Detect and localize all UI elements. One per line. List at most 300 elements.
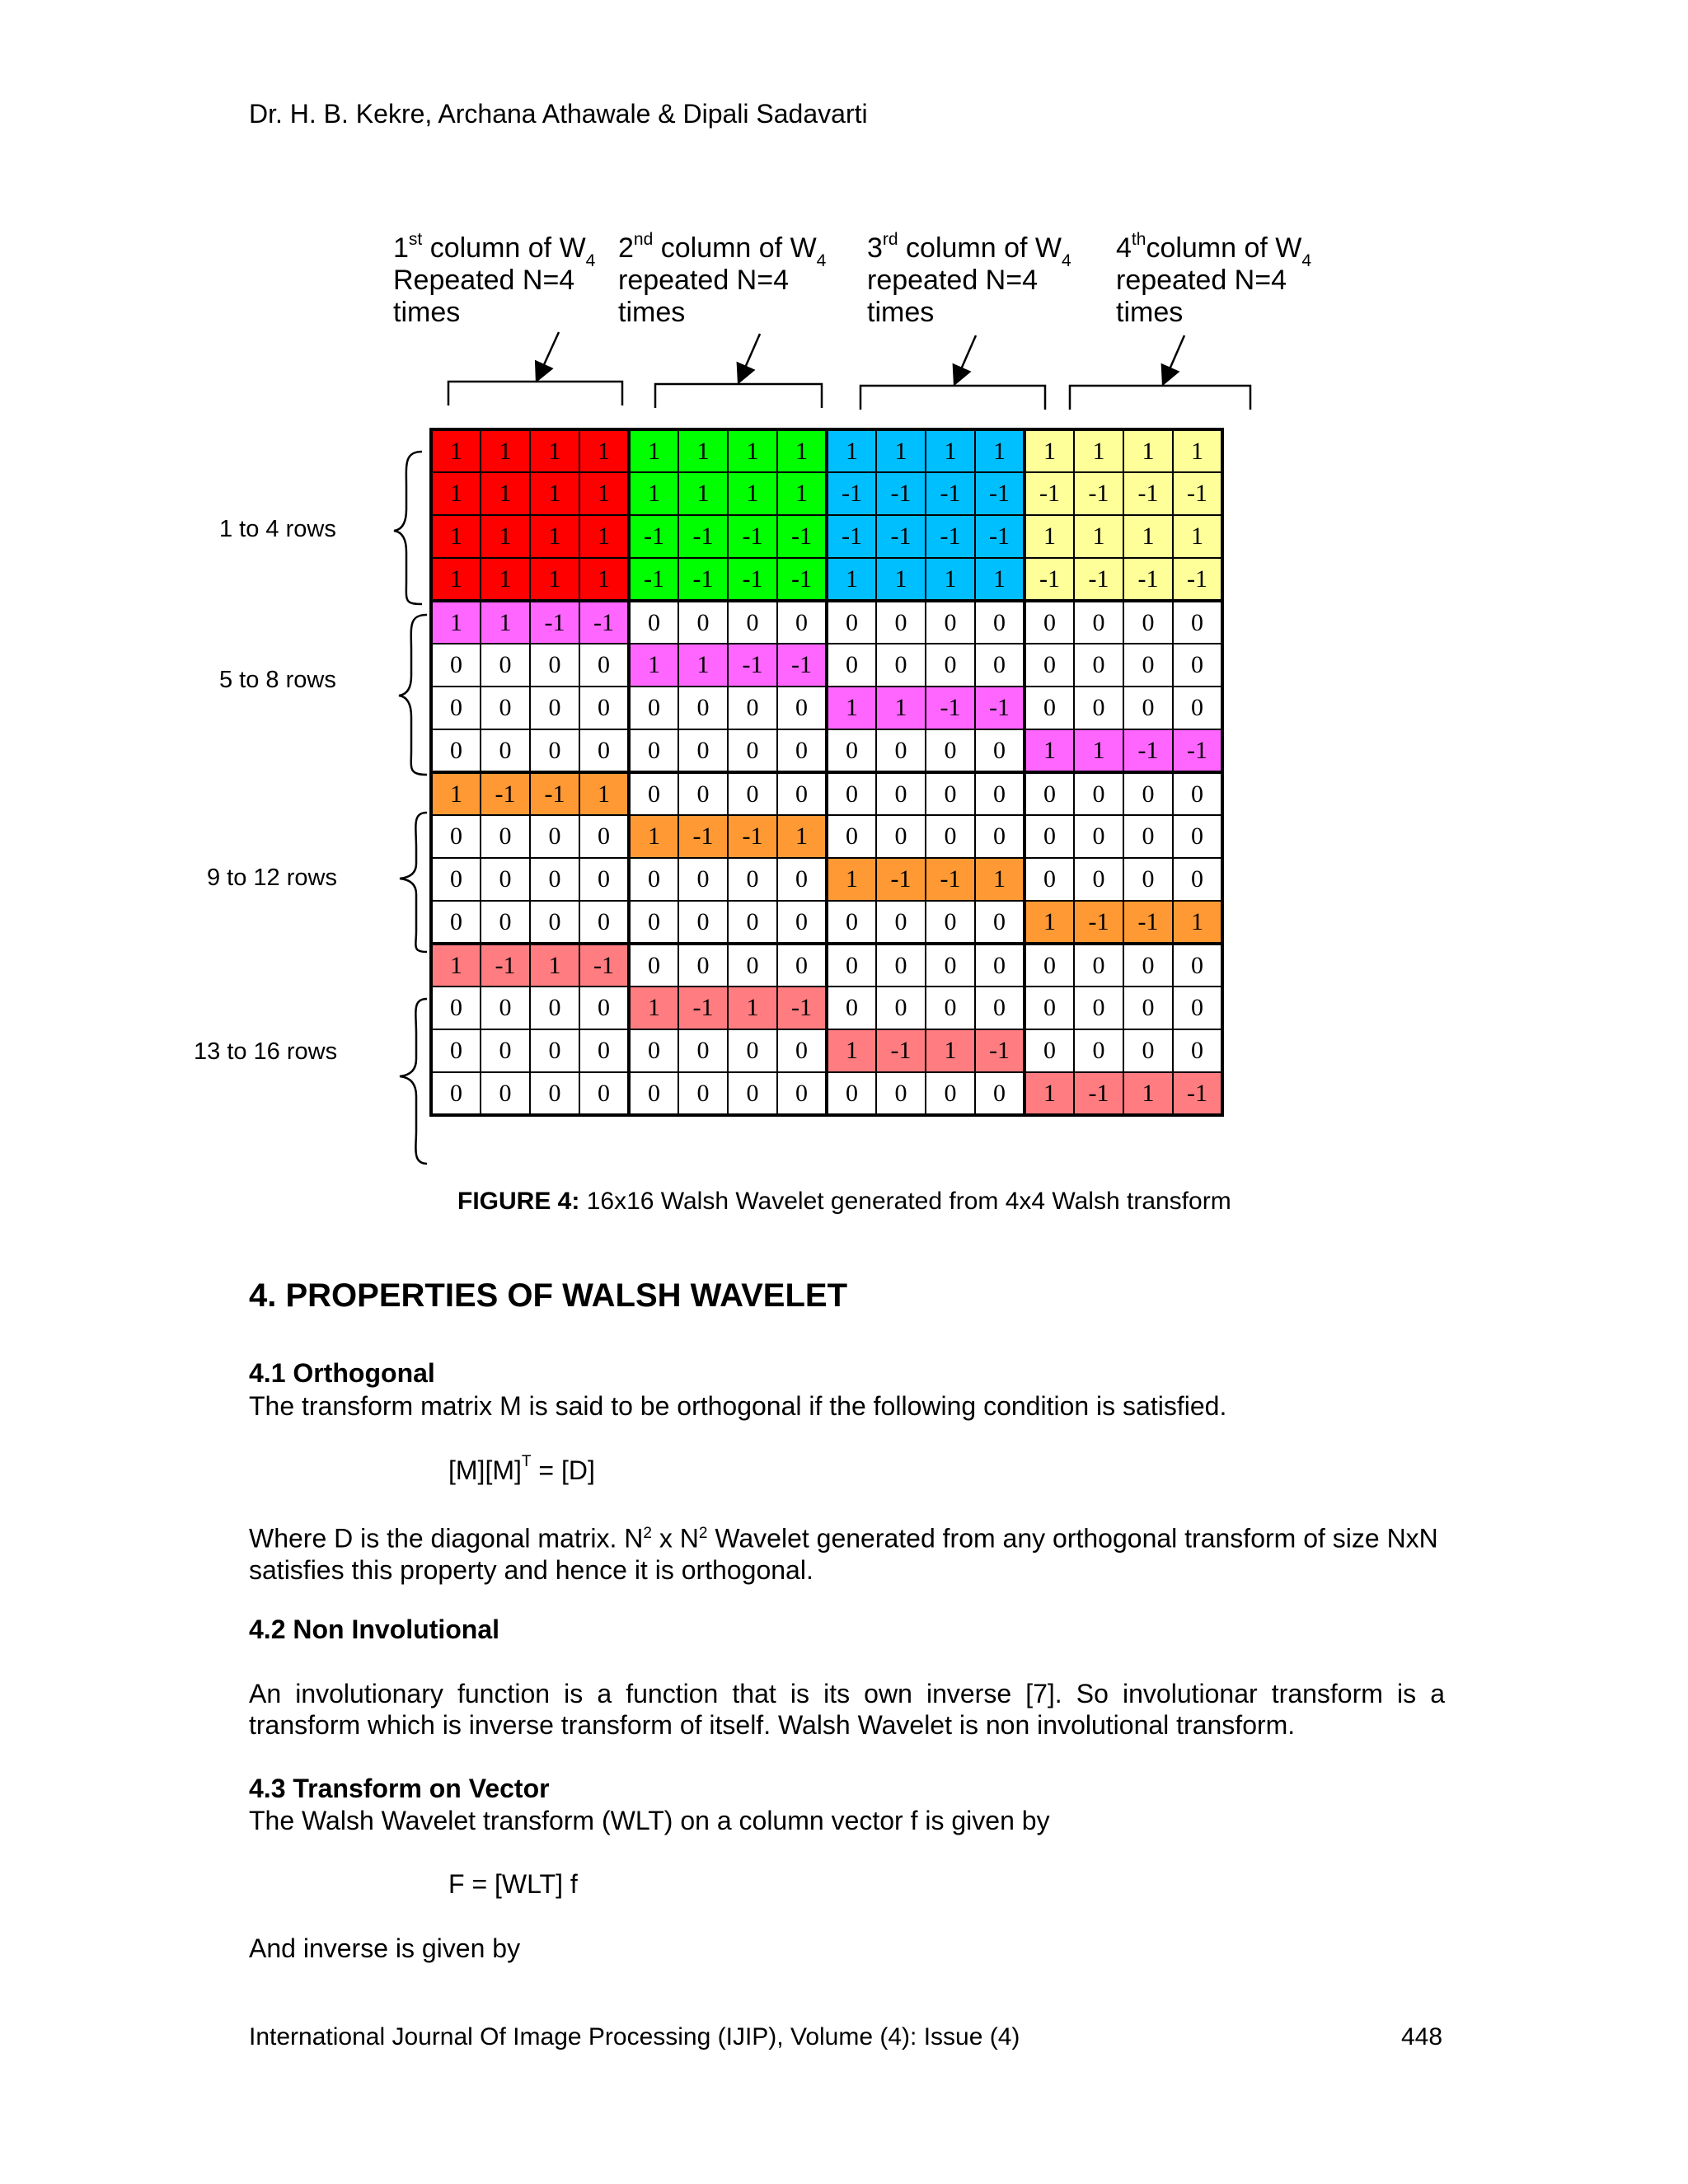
matrix-cell: 0: [579, 644, 629, 687]
matrix-row: [431, 987, 1222, 1029]
matrix-cell: 1: [629, 815, 678, 858]
matrix-cell: 0: [777, 729, 827, 772]
matrix-cell: 1: [678, 429, 728, 472]
matrix-cell: 0: [481, 729, 530, 772]
matrix-cell: 1: [1173, 515, 1222, 558]
matrix-cell: 0: [926, 1072, 975, 1115]
matrix-cell: 0: [629, 601, 678, 644]
matrix-cell: -1: [1123, 472, 1173, 515]
matrix-cell: 0: [629, 858, 678, 901]
matrix-cell: 0: [678, 1029, 728, 1072]
matrix-cell: 1: [481, 429, 530, 472]
matrix-cell: 0: [975, 1072, 1025, 1115]
matrix-cell: 0: [975, 901, 1025, 944]
matrix-cell: 0: [481, 687, 530, 729]
matrix-cell: 0: [827, 644, 876, 687]
matrix-cell: 0: [530, 729, 579, 772]
figure-caption: FIGURE 4: 16x16 Walsh Wavelet generated from 4x4 Walsh transform: [457, 1188, 1231, 1215]
matrix-cell: 0: [431, 858, 481, 901]
matrix-cell: 0: [431, 987, 481, 1029]
matrix-cell: 1: [827, 558, 876, 601]
paragraph-non-involutional: An involutionary function is a function that is its own inverse [7]. So involutionar transform is a transform which is inverse transform of itself. Walsh Wavelet is non involutional transform.: [249, 1679, 1445, 1740]
matrix-cell: -1: [1025, 558, 1074, 601]
matrix-cell: 0: [1123, 944, 1173, 987]
matrix-cell: 1: [926, 429, 975, 472]
matrix-cell: 0: [975, 944, 1025, 987]
matrix-cell: 0: [431, 1072, 481, 1115]
matrix-cell: 0: [1123, 601, 1173, 644]
matrix-cell: 0: [1025, 772, 1074, 815]
matrix-cell: 0: [1074, 772, 1123, 815]
matrix-cell: 0: [431, 729, 481, 772]
matrix-cell: 0: [1123, 772, 1173, 815]
matrix-cell: 0: [1025, 987, 1074, 1029]
matrix-cell: 0: [678, 1072, 728, 1115]
matrix-cell: -1: [975, 472, 1025, 515]
arrow-1: [537, 332, 559, 379]
matrix-cell: 0: [975, 815, 1025, 858]
matrix-cell: 0: [530, 987, 579, 1029]
matrix-cell: -1: [1025, 472, 1074, 515]
matrix-cell: 0: [1173, 815, 1222, 858]
matrix-row: [431, 772, 1222, 815]
matrix-cell: 1: [431, 472, 481, 515]
matrix-cell: 0: [777, 858, 827, 901]
matrix-cell: 0: [728, 687, 777, 729]
matrix-cell: 0: [975, 987, 1025, 1029]
arrow-3: [955, 335, 976, 382]
matrix-cell: 1: [431, 558, 481, 601]
matrix-cell: -1: [579, 944, 629, 987]
matrix-cell: 0: [777, 1029, 827, 1072]
matrix-cell: 0: [926, 644, 975, 687]
matrix-cell: 0: [926, 944, 975, 987]
matrix-cell: 0: [827, 901, 876, 944]
equation-transform: F = [WLT] f: [448, 1869, 578, 1899]
matrix-cell: -1: [777, 558, 827, 601]
matrix-cell: 0: [1173, 644, 1222, 687]
matrix-cell: 0: [678, 858, 728, 901]
matrix-cell: 1: [975, 858, 1025, 901]
matrix-cell: 1: [975, 558, 1025, 601]
matrix-cell: -1: [926, 687, 975, 729]
matrix-cell: 0: [1074, 944, 1123, 987]
matrix-cell: 1: [1025, 729, 1074, 772]
matrix-cell: 0: [481, 815, 530, 858]
matrix-cell: -1: [975, 687, 1025, 729]
matrix-cell: 0: [777, 772, 827, 815]
matrix-cell: 1: [579, 472, 629, 515]
matrix-cell: 0: [926, 815, 975, 858]
matrix-cell: 0: [876, 987, 926, 1029]
column-header-1: 1st column of $W_4$ Repeated N=4 times: [393, 229, 596, 328]
matrix-cell: 1: [1025, 901, 1074, 944]
matrix-cell: 1: [777, 429, 827, 472]
matrix-cell: 1: [579, 515, 629, 558]
matrix-cell: 0: [926, 772, 975, 815]
matrix-cell: 1: [678, 644, 728, 687]
matrix-cell: -1: [1123, 558, 1173, 601]
matrix-cell: 0: [1123, 1029, 1173, 1072]
subsection-title-transform-vector: 4.3 Transform on Vector: [249, 1774, 550, 1803]
matrix-cell: 0: [1074, 687, 1123, 729]
matrix-cell: 0: [1173, 687, 1222, 729]
matrix-cell: 0: [926, 901, 975, 944]
matrix-cell: -1: [876, 472, 926, 515]
matrix-cell: 0: [431, 687, 481, 729]
matrix-cell: 0: [1074, 815, 1123, 858]
matrix-row: [431, 558, 1222, 601]
matrix-cell: -1: [678, 987, 728, 1029]
matrix-cell: 0: [1123, 858, 1173, 901]
matrix-cell: 0: [1173, 772, 1222, 815]
matrix-cell: 0: [481, 1029, 530, 1072]
matrix-cell: -1: [1074, 901, 1123, 944]
matrix-cell: 0: [431, 644, 481, 687]
matrix-cell: 0: [728, 1072, 777, 1115]
matrix-cell: 0: [678, 687, 728, 729]
matrix-cell: 1: [530, 515, 579, 558]
matrix-row: [431, 1072, 1222, 1115]
matrix-cell: 1: [481, 558, 530, 601]
matrix-cell: 0: [1025, 687, 1074, 729]
matrix-cell: 0: [629, 1072, 678, 1115]
row-brace-1: [394, 452, 422, 604]
matrix-cell: -1: [827, 515, 876, 558]
matrix-cell: 0: [481, 901, 530, 944]
matrix-cell: -1: [579, 601, 629, 644]
matrix-cell: 0: [777, 1072, 827, 1115]
section-title: 4. PROPERTIES OF WALSH WAVELET: [249, 1277, 847, 1314]
matrix-cell: 0: [1025, 858, 1074, 901]
matrix-cell: 0: [975, 601, 1025, 644]
matrix-cell: -1: [678, 815, 728, 858]
matrix-cell: 0: [678, 729, 728, 772]
matrix-cell: 1: [678, 472, 728, 515]
matrix-cell: 0: [728, 601, 777, 644]
matrix-cell: 1: [530, 429, 579, 472]
matrix-cell: 0: [876, 944, 926, 987]
matrix-cell: 1: [926, 558, 975, 601]
matrix-cell: 0: [629, 944, 678, 987]
matrix-cell: 0: [728, 729, 777, 772]
matrix-cell: -1: [1173, 472, 1222, 515]
matrix-cell: 0: [1074, 644, 1123, 687]
matrix-cell: -1: [876, 1029, 926, 1072]
matrix-cell: 1: [530, 944, 579, 987]
matrix-cell: 1: [728, 472, 777, 515]
matrix-cell: -1: [876, 515, 926, 558]
matrix-cell: 0: [431, 1029, 481, 1072]
subsection-title-non-involutional: 4.2 Non Involutional: [249, 1615, 500, 1644]
footer-page-number: 448: [1401, 2023, 1443, 2050]
row-label-1: 1 to 4 rows: [219, 516, 336, 542]
matrix-cell: 0: [678, 901, 728, 944]
matrix-cell: 0: [579, 987, 629, 1029]
matrix-cell: 1: [431, 601, 481, 644]
matrix-cell: 0: [1123, 815, 1173, 858]
matrix-cell: -1: [629, 515, 678, 558]
matrix-cell: 0: [579, 815, 629, 858]
matrix-cell: 0: [1123, 987, 1173, 1029]
arrow-4: [1164, 335, 1184, 382]
matrix-cell: 0: [629, 1029, 678, 1072]
matrix-cell: 0: [629, 729, 678, 772]
matrix-row: [431, 472, 1222, 515]
matrix-cell: 0: [1173, 944, 1222, 987]
column-header-2: 2nd column of $W_4$ repeated N=4 times: [618, 229, 827, 328]
matrix-cell: 0: [1025, 644, 1074, 687]
matrix-cell: -1: [1123, 901, 1173, 944]
matrix-cell: 0: [431, 901, 481, 944]
matrix-row: [431, 429, 1222, 472]
matrix-cell: 0: [876, 901, 926, 944]
matrix-cell: 0: [431, 815, 481, 858]
matrix-cell: 1: [530, 558, 579, 601]
matrix-cell: 0: [728, 1029, 777, 1072]
matrix-cell: -1: [728, 558, 777, 601]
matrix-cell: 1: [1173, 901, 1222, 944]
matrix-cell: 1: [827, 1029, 876, 1072]
matrix-cell: 1: [926, 1029, 975, 1072]
matrix-cell: 0: [530, 858, 579, 901]
matrix-cell: 0: [876, 815, 926, 858]
matrix-cell: 0: [579, 858, 629, 901]
matrix-cell: -1: [1123, 729, 1173, 772]
matrix-cell: 0: [876, 601, 926, 644]
matrix-row: [431, 858, 1222, 901]
matrix-cell: 1: [1123, 515, 1173, 558]
matrix-cell: 1: [876, 558, 926, 601]
matrix-cell: -1: [728, 644, 777, 687]
matrix-cell: 0: [728, 901, 777, 944]
matrix-cell: 1: [728, 429, 777, 472]
matrix-cell: 0: [827, 987, 876, 1029]
matrix-cell: 0: [728, 858, 777, 901]
matrix-cell: 0: [530, 1072, 579, 1115]
matrix-cell: 0: [777, 944, 827, 987]
matrix-row: [431, 815, 1222, 858]
matrix-cell: 0: [678, 772, 728, 815]
matrix-cell: 0: [1173, 987, 1222, 1029]
matrix-cell: 0: [1074, 1029, 1123, 1072]
matrix-cell: -1: [481, 772, 530, 815]
matrix-cell: 1: [876, 687, 926, 729]
matrix-cell: 1: [975, 429, 1025, 472]
matrix-cell: 1: [431, 429, 481, 472]
walsh-wavelet-matrix: [429, 428, 1224, 1117]
matrix-cell: 1: [827, 858, 876, 901]
matrix-cell: 0: [827, 601, 876, 644]
matrix-cell: 0: [530, 1029, 579, 1072]
matrix-cell: 0: [629, 772, 678, 815]
matrix-cell: 1: [530, 472, 579, 515]
matrix-cell: -1: [975, 515, 1025, 558]
matrix-cell: 1: [777, 815, 827, 858]
matrix-cell: 1: [1074, 429, 1123, 472]
matrix-cell: 0: [827, 815, 876, 858]
matrix-cell: 0: [1173, 601, 1222, 644]
matrix-cell: 0: [629, 687, 678, 729]
matrix-cell: 1: [827, 687, 876, 729]
matrix-cell: -1: [1173, 558, 1222, 601]
matrix-cell: -1: [1173, 1072, 1222, 1115]
matrix-cell: 0: [530, 687, 579, 729]
row-label-4: 13 to 16 rows: [194, 1038, 338, 1065]
matrix-cell: 0: [876, 644, 926, 687]
matrix-cell: 1: [629, 429, 678, 472]
matrix-cell: -1: [926, 858, 975, 901]
row-label-3: 9 to 12 rows: [207, 865, 337, 891]
matrix-cell: 0: [876, 729, 926, 772]
matrix-cell: 1: [629, 987, 678, 1029]
matrix-cell: 0: [827, 772, 876, 815]
matrix-cell: 0: [975, 772, 1025, 815]
matrix-cell: 1: [1025, 429, 1074, 472]
matrix-cell: 1: [1025, 515, 1074, 558]
paragraph-inverse: And inverse is given by: [249, 1933, 521, 1963]
matrix-cell: -1: [728, 515, 777, 558]
matrix-cell: 0: [1173, 1029, 1222, 1072]
column-bracket-3: [860, 386, 1045, 410]
matrix-cell: 0: [1025, 815, 1074, 858]
matrix-cell: -1: [827, 472, 876, 515]
matrix-cell: -1: [530, 772, 579, 815]
matrix-cell: 0: [579, 901, 629, 944]
matrix-cell: 0: [579, 1072, 629, 1115]
matrix-cell: 1: [579, 772, 629, 815]
matrix-cell: 1: [481, 515, 530, 558]
matrix-cell: 0: [1074, 858, 1123, 901]
matrix-cell: -1: [777, 515, 827, 558]
matrix-cell: -1: [728, 815, 777, 858]
matrix-cell: 0: [1173, 858, 1222, 901]
matrix-cell: 0: [926, 987, 975, 1029]
matrix-cell: 0: [579, 1029, 629, 1072]
matrix-cell: 1: [1074, 515, 1123, 558]
matrix-cell: -1: [777, 644, 827, 687]
arrow-2: [739, 334, 760, 381]
matrix-row: [431, 601, 1222, 644]
matrix-cell: 0: [975, 729, 1025, 772]
matrix-cell: 0: [926, 601, 975, 644]
matrix-row: [431, 944, 1222, 987]
matrix-cell: 1: [1173, 429, 1222, 472]
matrix-cell: 0: [579, 687, 629, 729]
matrix-cell: 0: [481, 987, 530, 1029]
matrix-cell: 0: [481, 1072, 530, 1115]
matrix-cell: -1: [926, 515, 975, 558]
matrix-cell: 0: [1025, 1029, 1074, 1072]
matrix-cell: 0: [975, 644, 1025, 687]
matrix-row: [431, 644, 1222, 687]
matrix-cell: 1: [1123, 429, 1173, 472]
matrix-cell: 0: [827, 944, 876, 987]
matrix-cell: 1: [876, 429, 926, 472]
paragraph-transform-vector: The Walsh Wavelet transform (WLT) on a column vector f is given by: [249, 1806, 1050, 1835]
matrix-cell: 1: [1074, 729, 1123, 772]
row-brace-4: [400, 999, 427, 1164]
matrix-cell: 1: [481, 601, 530, 644]
matrix-cell: 0: [481, 644, 530, 687]
matrix-cell: 0: [1025, 944, 1074, 987]
matrix-row: [431, 901, 1222, 944]
matrix-cell: -1: [1074, 1072, 1123, 1115]
subsection-title-orthogonal: 4.1 Orthogonal: [249, 1358, 435, 1388]
matrix-cell: -1: [1074, 558, 1123, 601]
row-brace-3: [400, 813, 427, 952]
matrix-cell: 1: [777, 472, 827, 515]
matrix-cell: 1: [728, 987, 777, 1029]
matrix-cell: 0: [579, 729, 629, 772]
row-brace-2: [399, 615, 427, 775]
matrix-cell: 1: [431, 944, 481, 987]
matrix-cell: -1: [926, 472, 975, 515]
matrix-cell: 0: [1123, 644, 1173, 687]
matrix-row: [431, 687, 1222, 729]
matrix-cell: 0: [629, 901, 678, 944]
matrix-cell: 1: [579, 429, 629, 472]
matrix-cell: -1: [1173, 729, 1222, 772]
equation-orthogonality: $[M][M]^T = [D]$: [448, 1453, 595, 1485]
matrix-cell: 0: [876, 772, 926, 815]
paragraph-orthogonal: The transform matrix M is said to be orthogonal if the following condition is satisfied.: [249, 1391, 1227, 1421]
matrix-cell: 0: [777, 601, 827, 644]
matrix-row: [431, 515, 1222, 558]
row-label-2: 5 to 8 rows: [219, 667, 336, 693]
matrix-cell: 0: [926, 729, 975, 772]
matrix-cell: 1: [579, 558, 629, 601]
matrix-cell: -1: [530, 601, 579, 644]
matrix-row: [431, 729, 1222, 772]
matrix-cell: 1: [1025, 1072, 1074, 1115]
matrix-cell: 0: [530, 815, 579, 858]
running-header-authors: Dr. H. B. Kekre, Archana Athawale & Dipali Sadavarti: [249, 99, 868, 129]
matrix-cell: 1: [827, 429, 876, 472]
matrix-row: [431, 1029, 1222, 1072]
matrix-cell: -1: [975, 1029, 1025, 1072]
matrix-cell: 0: [1074, 601, 1123, 644]
matrix-cell: -1: [876, 858, 926, 901]
matrix-cell: 0: [1074, 987, 1123, 1029]
matrix-cell: 0: [678, 601, 728, 644]
matrix-cell: 1: [629, 644, 678, 687]
matrix-cell: 0: [876, 1072, 926, 1115]
matrix-cell: 0: [678, 944, 728, 987]
matrix-cell: 0: [530, 644, 579, 687]
column-bracket-4: [1070, 386, 1250, 410]
footer-journal: International Journal Of Image Processing (IJIP), Volume (4): Issue (4): [249, 2023, 1020, 2050]
paragraph-diagonal: Where D is the diagonal matrix. $N^2$ x $N^2$ Wavelet generated from any orthogonal transform of size NxN satisfies this property and hence it is orthogonal.: [249, 1523, 1438, 1585]
matrix-cell: 0: [777, 687, 827, 729]
matrix-cell: -1: [1074, 472, 1123, 515]
matrix-cell: 0: [530, 901, 579, 944]
matrix-cell: 1: [481, 472, 530, 515]
matrix-cell: -1: [629, 558, 678, 601]
matrix-cell: 0: [777, 901, 827, 944]
matrix-cell: -1: [777, 987, 827, 1029]
column-bracket-1: [448, 382, 622, 405]
matrix-cell: -1: [678, 515, 728, 558]
matrix-cell: 0: [1123, 687, 1173, 729]
matrix-cell: 1: [1123, 1072, 1173, 1115]
matrix-cell: 0: [827, 1072, 876, 1115]
matrix-cell: -1: [678, 558, 728, 601]
matrix-cell: -1: [481, 944, 530, 987]
matrix-cell: 1: [431, 515, 481, 558]
matrix-cell: 0: [728, 944, 777, 987]
matrix-cell: 0: [728, 772, 777, 815]
